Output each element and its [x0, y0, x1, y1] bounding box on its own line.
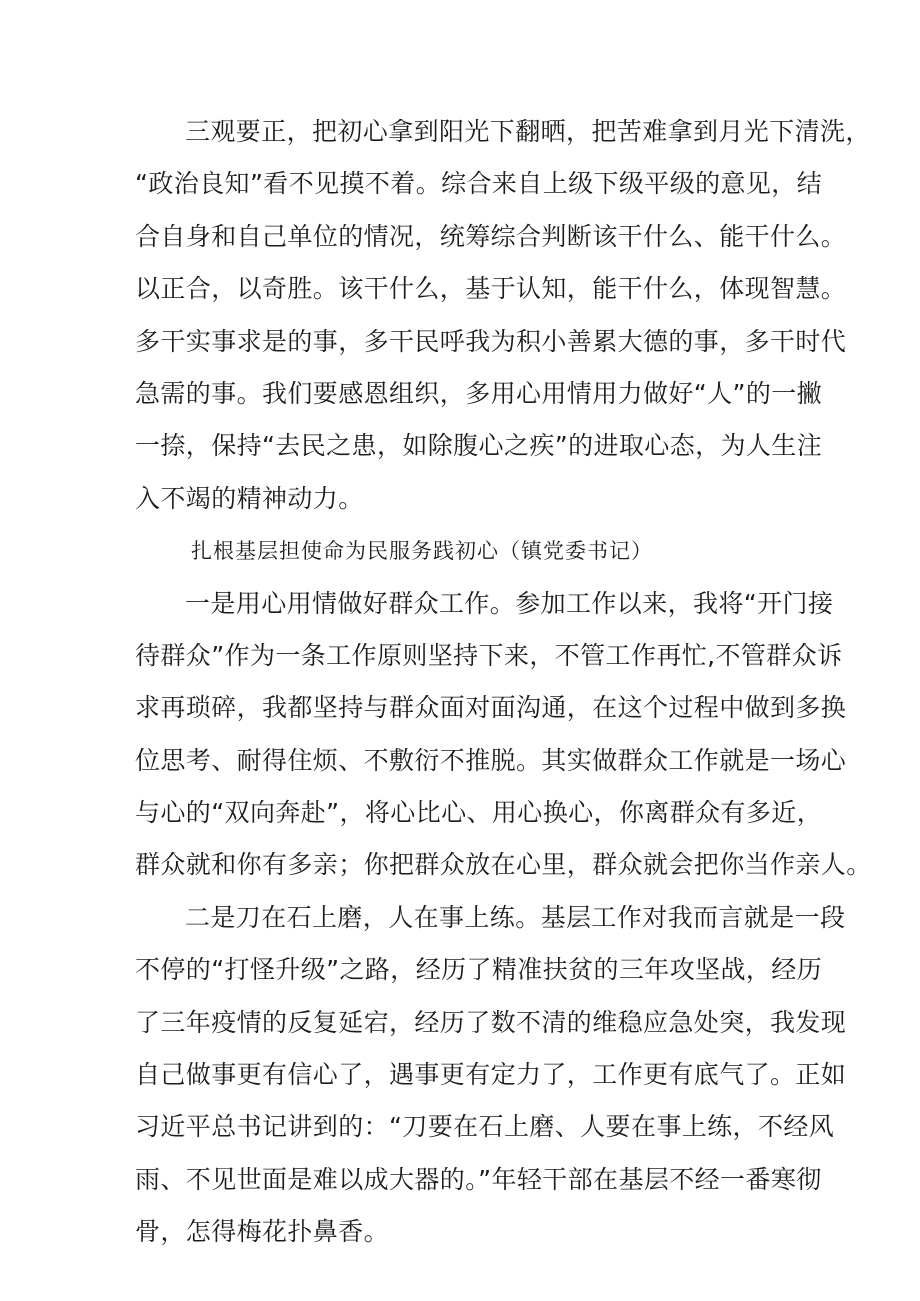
text-line: 一是用心用情做好群众工作。参加工作以来，我将“开门接: [185, 588, 834, 618]
text-line: 一捺，保持“去民之患，如除腹心之疾”的进取心态，为人生注: [135, 431, 823, 461]
text-line: 习近平总书记讲到的：“刀要在石上磨、人要在事上练，不经风: [135, 1112, 835, 1142]
text-line: 位思考、耐得住烦、不敷衍不推脱。其实做群众工作就是一场心: [135, 745, 847, 775]
text-line: 多干实事求是的事，多干民呼我为积小善累大德的事，多干时代: [135, 326, 847, 356]
text-line: 雨、不见世面是难以成大器的。”年轻干部在基层不经一番寒彻: [135, 1164, 822, 1194]
text-line: 不停的“打怪升级”之路，经历了精准扶贫的三年攻坚战，经历: [135, 955, 823, 985]
text-line: 骨，怎得梅花扑鼻香。: [135, 1217, 390, 1247]
document-body: [135, 106, 872, 1259]
paragraph-sanguan: [135, 106, 871, 525]
text-line: 了三年疫情的反复延宕，经历了数不清的维稳应急处突，我发现: [135, 1007, 847, 1037]
section-heading: [135, 525, 795, 577]
text-line: 合自身和自己单位的情况，统筹综合判断该干什么、能干什么。: [135, 221, 847, 251]
text-line: 入不竭的精神动力。: [135, 483, 364, 513]
text-line: 自己做事更有信心了，遇事更有定力了，工作更有底气了。正如: [135, 1060, 847, 1090]
text-line: 求再琐碎，我都坚持与群众面对面沟通，在这个过程中做到多换: [135, 693, 847, 723]
text-line: 二是刀在石上磨，人在事上练。基层工作对我而言就是一段: [185, 902, 846, 932]
heading-line: 扎根基层担使命为民服务践初心（镇党委书记）: [191, 539, 653, 564]
text-line: 待群众”作为一条工作原则坚持下来，不管工作再忙,不管群众诉: [135, 640, 843, 670]
text-line: 以正合，以奇胜。该干什么，基于认知，能干什么，体现智慧。: [135, 274, 847, 304]
paragraph-daozaishi: [135, 892, 847, 1259]
text-line: “政治良知”看不见摸不着。综合来自上级下级平级的意见，结: [135, 169, 823, 199]
text-line: 急需的事。我们要感恩组织，多用心用情用力做好“人”的一撇: [135, 378, 823, 408]
text-line: 群众就和你有多亲；你把群众放在心里，群众就会把你当作亲人。: [135, 850, 872, 880]
text-line: 三观要正，把初心拿到阳光下翻晒，把苦难拿到月光下清洗，: [185, 117, 871, 146]
paragraph-qunzhong: [135, 578, 872, 892]
text-line: 与心的“双向奔赴”，将心比心、用心换心，你离群众有多近，: [135, 798, 823, 828]
